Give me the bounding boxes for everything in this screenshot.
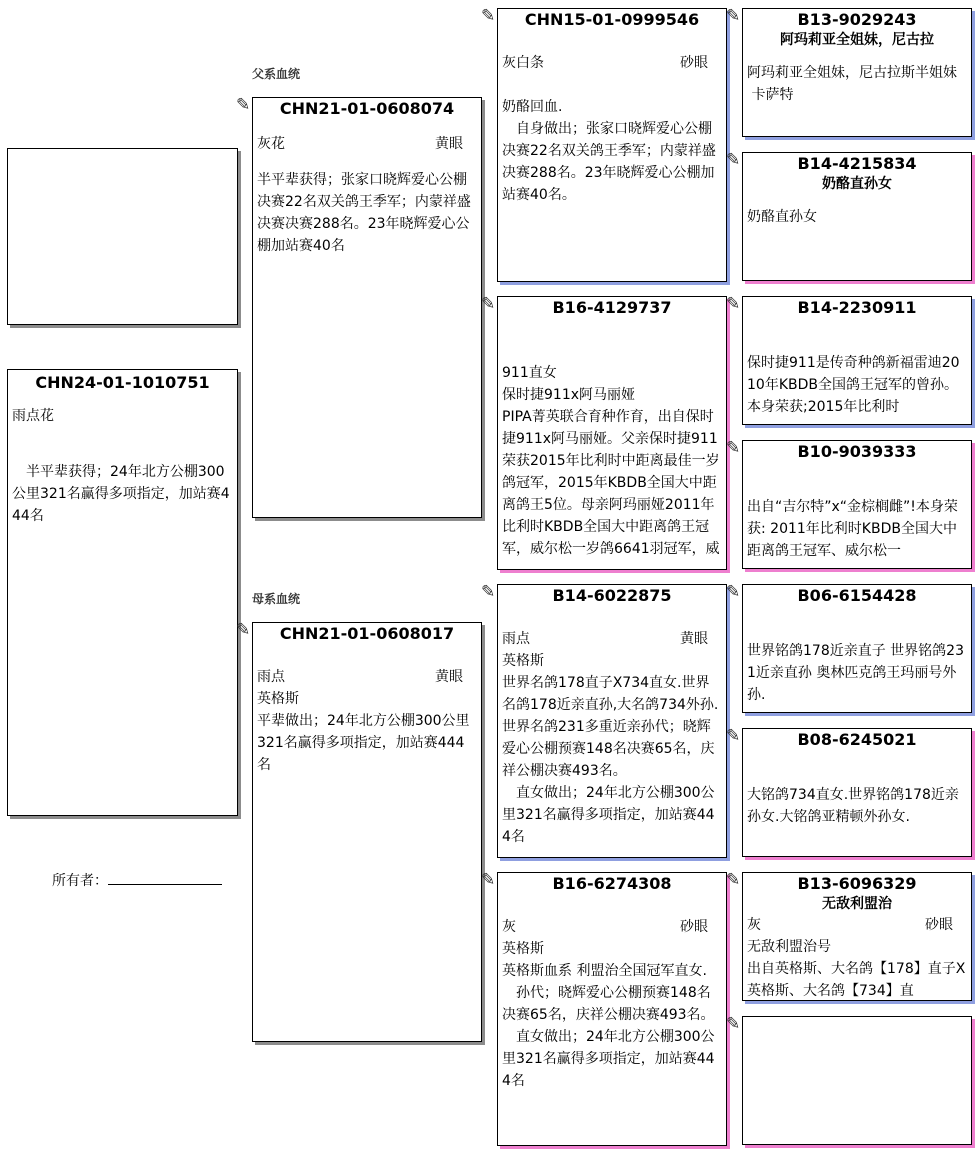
pen-icon: ✎ (481, 294, 496, 314)
ds-eye: 黄眼 (680, 631, 708, 647)
sire-eye: 黄眼 (435, 136, 463, 152)
pen-icon: ✎ (481, 582, 496, 602)
dds-card (742, 872, 972, 1001)
dds-eye: 砂眼 (925, 917, 953, 933)
owner-line (108, 870, 222, 885)
ds-ring: B14-6022875 (552, 586, 672, 605)
dds-color: 灰 (747, 917, 761, 933)
subject-ring: CHN24-01-1010751 (35, 373, 210, 392)
sdd-ring: B10-9039333 (797, 442, 917, 461)
pen-icon: ✎ (726, 582, 741, 602)
paternal-label: 父系血统 (252, 67, 301, 81)
pen-icon: ✎ (236, 95, 251, 115)
ss-color: 灰白条 (502, 55, 544, 71)
ssd-name: 奶酪直孙女 (822, 176, 892, 192)
sd-text: 911直女 保时捷911x阿马丽娅 PIPA菁英联合育种作育，出自保时捷911x阿马丽娅。父亲保时捷911荣获2015年比利时中距离最佳一岁鸽冠军，2015年KBDB全国大中距离鸽王5位。母亲阿玛丽娅2011年比利时KBDB全国大中距离鸽王冠军，威尔松一岁鸽6641羽冠军，威 (502, 365, 720, 557)
pen-icon: ✎ (481, 6, 496, 26)
pen-icon: ✎ (726, 150, 741, 170)
sss-ring: B13-9029243 (797, 10, 917, 29)
owner-field (52, 870, 222, 890)
dds-ring: B13-6096329 (797, 874, 917, 893)
maternal-label: 母系血统 (252, 592, 301, 606)
dam-eye: 黄眼 (435, 669, 463, 685)
ss-card (497, 8, 727, 282)
ssd-card (742, 152, 972, 281)
sire-text: 半平辈获得；张家口晓辉爱心公棚决赛22名双关鸽王季军；内蒙祥盛决赛决赛288名。23年晓辉爱心公棚加站赛40名 (257, 172, 471, 254)
pen-icon: ✎ (726, 438, 741, 458)
sire-ring: CHN21-01-0608074 (279, 99, 455, 118)
pen-icon: ✎ (236, 620, 251, 640)
photo-box (7, 148, 238, 325)
dsd-ring: B08-6245021 (797, 730, 917, 749)
dd-ring: B16-6274308 (552, 874, 672, 893)
dd-card (497, 872, 727, 1146)
ds-line2: 英格斯 (502, 653, 544, 669)
pen-icon: ✎ (726, 870, 741, 890)
ddd-card (742, 1016, 972, 1145)
pen-icon: ✎ (726, 1014, 741, 1034)
subject-text: 半平辈获得；24年北方公棚300公里321名赢得多项指定，加站赛444名 (12, 464, 230, 524)
ss-ring: CHN15-01-0999546 (524, 10, 700, 29)
sd-card (497, 296, 727, 570)
dss-card (742, 584, 972, 713)
ss-text1: 奶酪回血. (502, 99, 563, 115)
ss-eye: 砂眼 (680, 55, 708, 71)
sire-card (252, 97, 482, 518)
dds-text: 无敌利盟治号 出自英格斯、大名鸽【178】直子X英格斯、大名鸽【734】直 (747, 939, 966, 999)
owner-label: 所有者： (52, 873, 108, 889)
sds-card (742, 296, 972, 425)
pen-icon: ✎ (726, 726, 741, 746)
dd-color: 灰 (502, 919, 516, 935)
subject-color: 雨点花 (12, 408, 54, 424)
ds-card (497, 584, 727, 858)
sds-ring: B14-2230911 (797, 298, 917, 317)
sd-ring: B16-4129737 (552, 298, 672, 317)
sds-text: 保时捷911是传奇种鸽新福雷迪2010年KBDB全国鸽王冠军的曾孙。本身荣获;2015年比利时 (747, 355, 960, 415)
dam-ring: CHN21-01-0608017 (279, 624, 455, 643)
dd-line2: 英格斯 (502, 941, 544, 957)
dam-card (252, 622, 482, 1042)
subject-card (7, 369, 238, 816)
sire-color: 灰花 (257, 136, 285, 152)
ss-text2: 自身做出；张家口晓辉爱心公棚决赛22名双关鸽王季军；内蒙祥盛决赛288名。23年晓辉爱心公棚加站赛40名。 (502, 121, 716, 203)
dss-text: 世界铭鸽178近亲直子 世界铭鸽231近亲直孙 奥林匹克鸽王玛丽号外孙. (747, 643, 964, 703)
dsd-text: 大铭鸽734直女.世界铭鸽178近亲孙女.大铭鸽亚精顿外孙女. (747, 787, 959, 825)
sss-name: 阿玛莉亚全姐妹，尼古拉 (780, 32, 934, 48)
dam-line2: 英格斯 (257, 691, 299, 707)
sss-card (742, 8, 972, 137)
dam-text: 平辈做出；24年北方公棚300公里321名赢得多项指定，加站赛444名 (257, 713, 470, 773)
dam-color: 雨点 (257, 669, 285, 685)
dsd-card (742, 728, 972, 857)
sss-text: 阿玛莉亚全姐妹，尼古拉斯半姐妹 卡萨特 (747, 65, 957, 103)
dss-ring: B06-6154428 (797, 586, 917, 605)
ds-text: 世界名鸽178直子X734直女.世界名鸽178近亲直孙,大名鸽734外孙.世界名鸽231多重近亲孙代；晓辉爱心公棚预赛148名决赛65名，庆祥公棚决赛493名。 直女做出；24年北方公棚300公里321名赢得多项指定，加站赛444名 (502, 675, 719, 845)
ssd-ring: B14-4215834 (797, 154, 917, 173)
sdd-text: 出自“吉尔特”x“金棕榈雌”!本身荣获: 2011年比利时KBDB全国大中距离鸽王冠军、威尔松一 (747, 499, 958, 559)
dds-name: 无敌利盟治 (822, 896, 892, 912)
pen-icon: ✎ (726, 294, 741, 314)
pen-icon: ✎ (481, 870, 496, 890)
dd-text: 英格斯血系 利盟治全国冠军直女. 孙代；晓辉爱心公棚预赛148名决赛65名，庆祥公棚决赛493名。 直女做出；24年北方公棚300公里321名赢得多项指定，加站赛444名 (502, 963, 715, 1089)
dd-eye: 砂眼 (680, 919, 708, 935)
ssd-text: 奶酪直孙女 (747, 209, 817, 225)
pen-icon: ✎ (726, 6, 741, 26)
sdd-card (742, 440, 972, 569)
ds-color: 雨点 (502, 631, 530, 647)
